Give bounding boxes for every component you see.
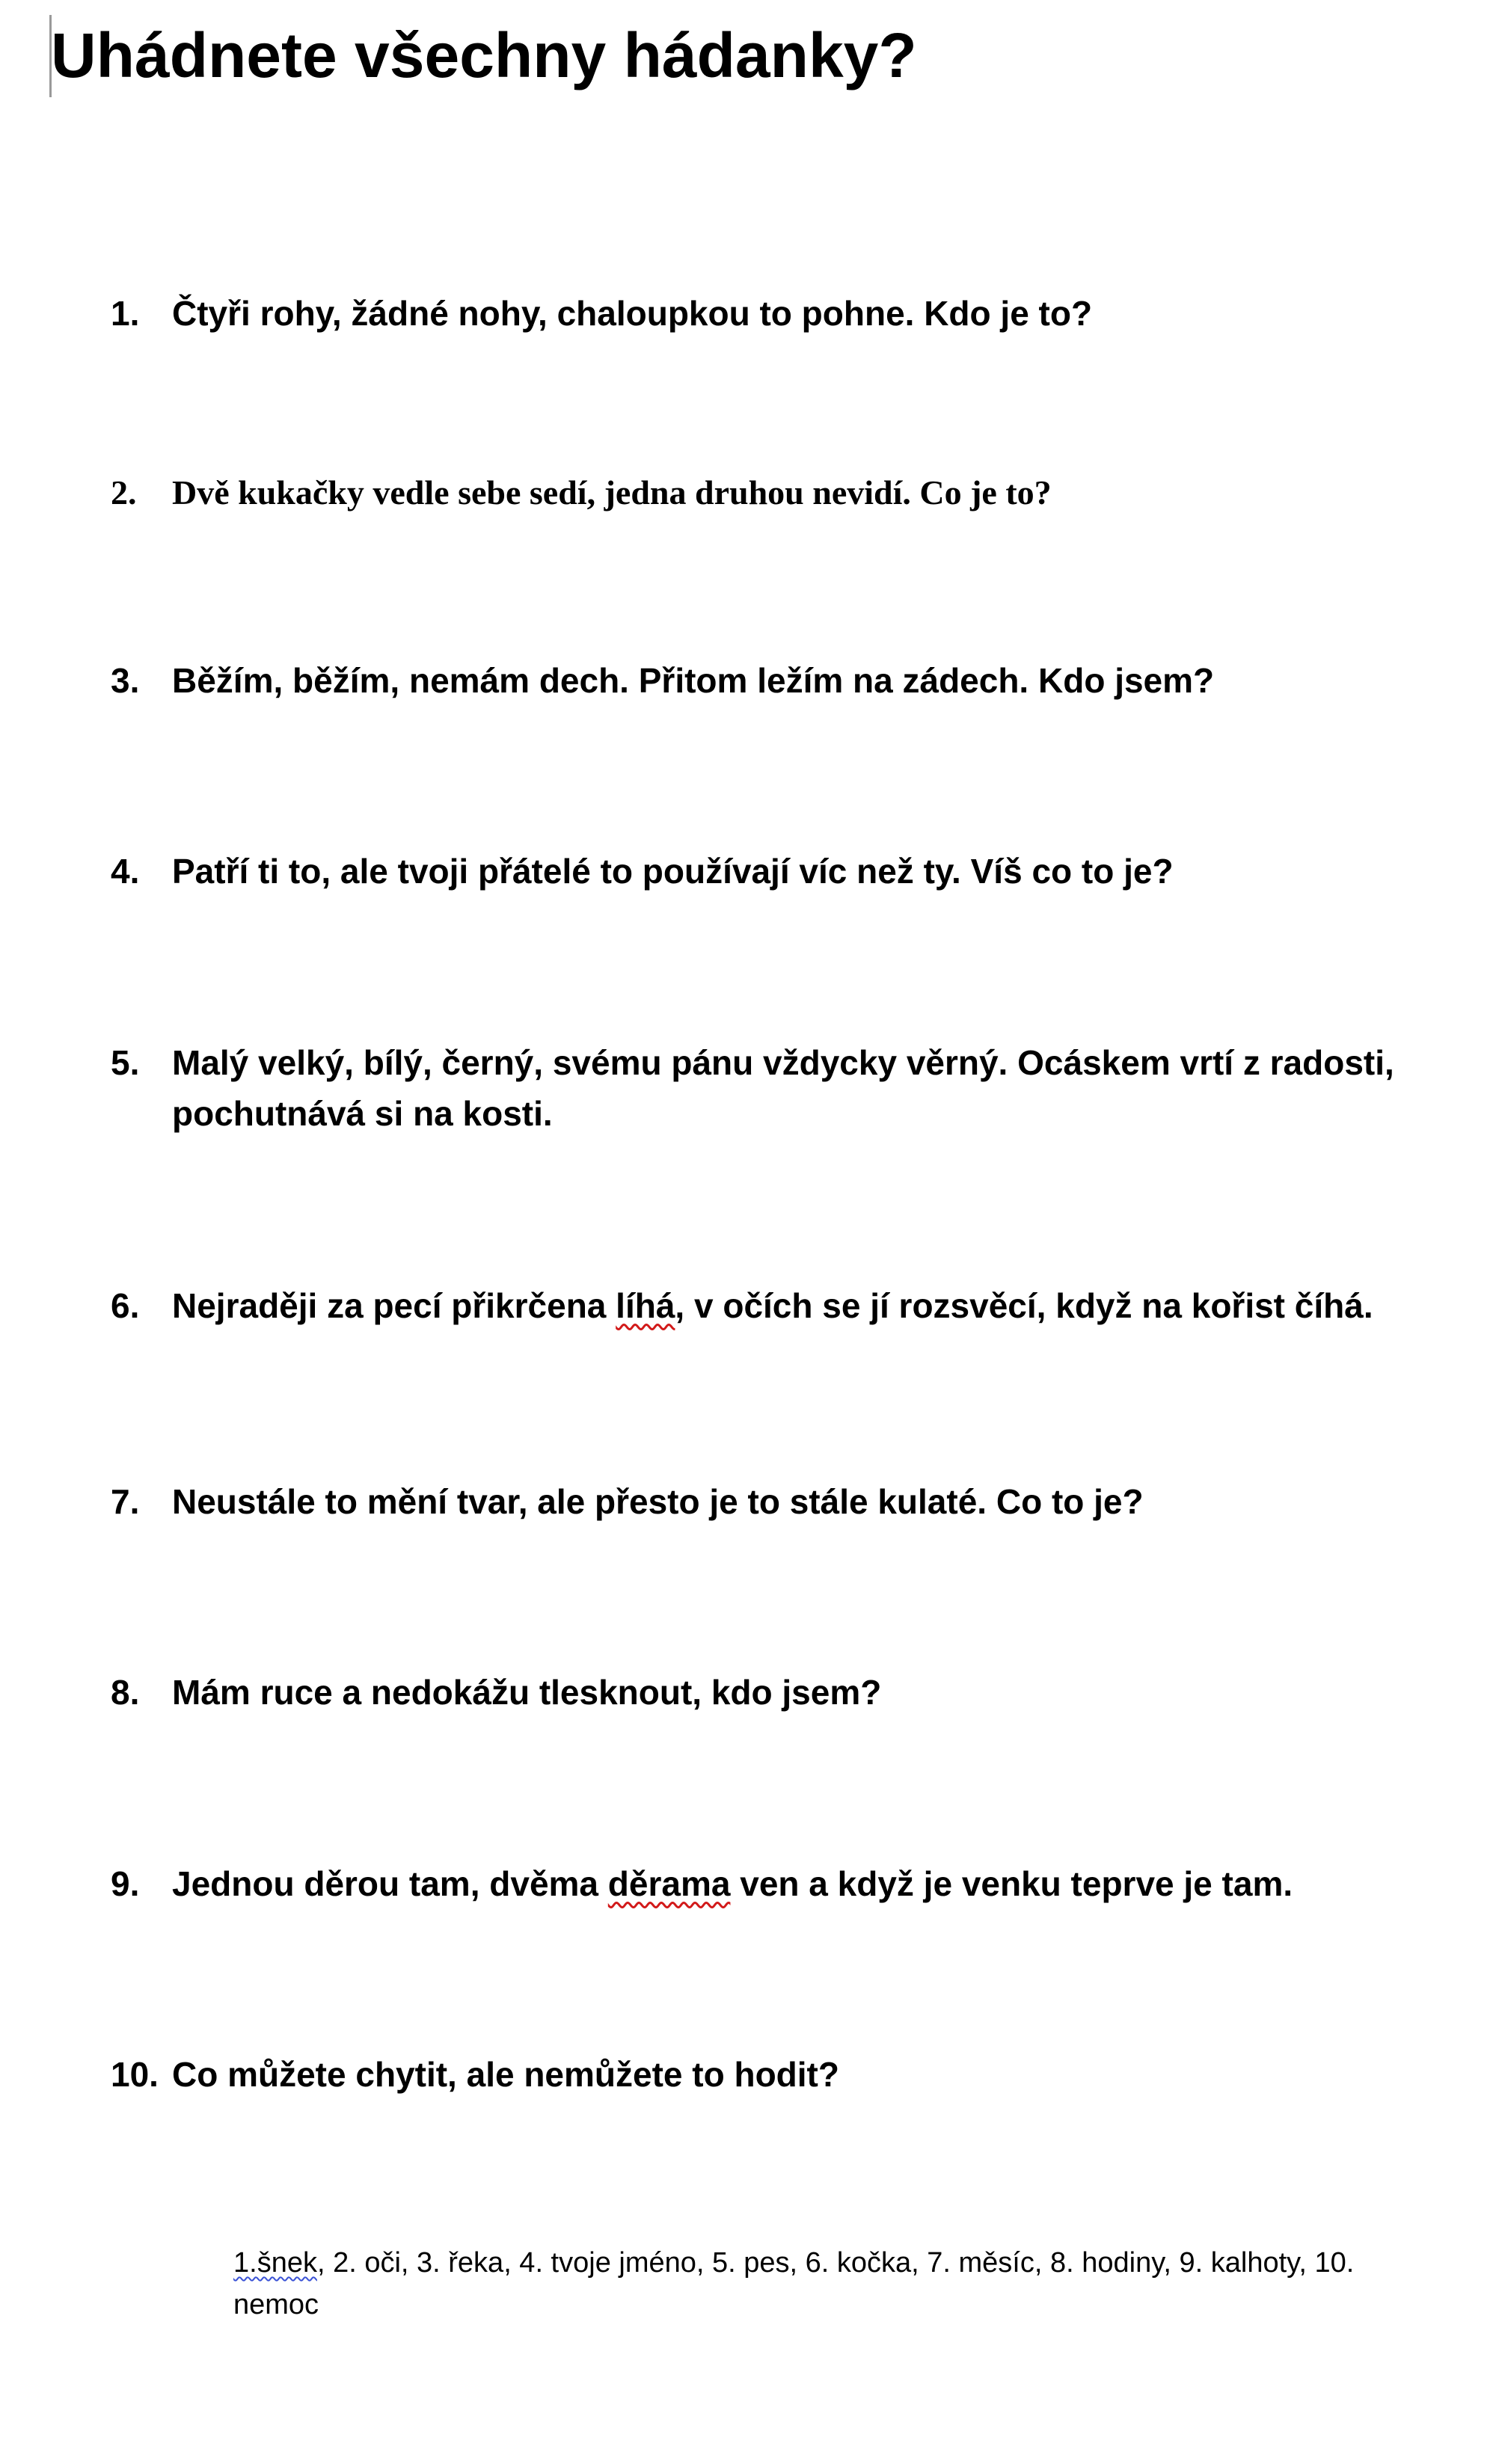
riddle-text: Patří ti to, ale tvoji přátelé to používají víc než ty. Víš co to je? xyxy=(172,852,1174,891)
riddle-text: Neustále to mění tvar, ale přesto je to stále kulaté. Co to je? xyxy=(172,1482,1144,1521)
riddle-number: 3. xyxy=(111,661,140,700)
answers-text: , 2. oči, 3. řeka, 4. tvoje jméno, 5. pes, 6. kočka, 7. měsíc, 8. hodiny, 9. kalhoty, 10. nemoc xyxy=(233,2247,1355,2320)
riddle-number: 7. xyxy=(111,1482,140,1521)
riddle-number: 6. xyxy=(111,1286,140,1325)
riddle-number: 1. xyxy=(111,294,140,333)
riddle-text: Co můžete chytit, ale nemůžete to hodit? xyxy=(172,2055,839,2094)
riddle-text xyxy=(172,1858,1457,1909)
riddle-5 xyxy=(111,1037,1457,1139)
riddle-number: 8. xyxy=(111,1673,140,1712)
riddle-number: 4. xyxy=(111,852,140,891)
spellcheck-word[interactable]: 1.šnek xyxy=(233,2247,317,2279)
riddle-10 xyxy=(111,2049,1457,2100)
riddle-1 xyxy=(111,288,1457,339)
riddle-text-part: Jednou děrou tam, dvěma xyxy=(172,1864,608,1903)
riddle-9 xyxy=(111,1858,1457,1909)
spellcheck-word[interactable]: děrama xyxy=(607,1864,731,1903)
spellcheck-word[interactable]: líhá xyxy=(616,1286,675,1325)
riddle-4 xyxy=(111,846,1457,897)
riddle-text-part: , v očích se jí rozsvěcí, když na kořist číhá. xyxy=(675,1286,1373,1325)
riddle-text xyxy=(172,1280,1457,1331)
riddle-text-part: Nejraději za pecí přikrčena xyxy=(172,1286,616,1325)
riddle-number: 9. xyxy=(111,1864,140,1903)
riddle-3 xyxy=(111,655,1457,706)
riddle-text: Dvě kukačky vedle sebe sedí, jedna druhou nevidí. Co je to? xyxy=(172,473,1052,511)
riddle-7 xyxy=(111,1476,1457,1527)
riddle-number: 10. xyxy=(111,2055,159,2094)
riddle-8 xyxy=(111,1667,1457,1718)
riddle-2 xyxy=(111,467,1457,518)
riddle-text: Čtyři rohy, žádné nohy, chaloupkou to pohne. Kdo je to? xyxy=(172,294,1093,333)
page-title: Uhádnete všechny hádanky? xyxy=(51,20,917,90)
riddle-text: Běžím, běžím, nemám dech. Přitom ležím na zádech. Kdo jsem? xyxy=(172,661,1215,700)
riddle-6 xyxy=(111,1280,1457,1331)
riddle-text: Mám ruce a nedokážu tlesknout, kdo jsem? xyxy=(172,1673,882,1712)
answers-key xyxy=(233,2242,1445,2326)
riddle-text: Malý velký, bílý, černý, svému pánu vždycky věrný. Ocáskem vrtí z radosti, pochutnává si na kosti. xyxy=(172,1043,1394,1133)
riddle-text-part: ven a když je venku teprve je tam. xyxy=(730,1864,1293,1903)
riddle-number: 5. xyxy=(111,1043,140,1082)
riddle-number: 2. xyxy=(111,473,137,511)
